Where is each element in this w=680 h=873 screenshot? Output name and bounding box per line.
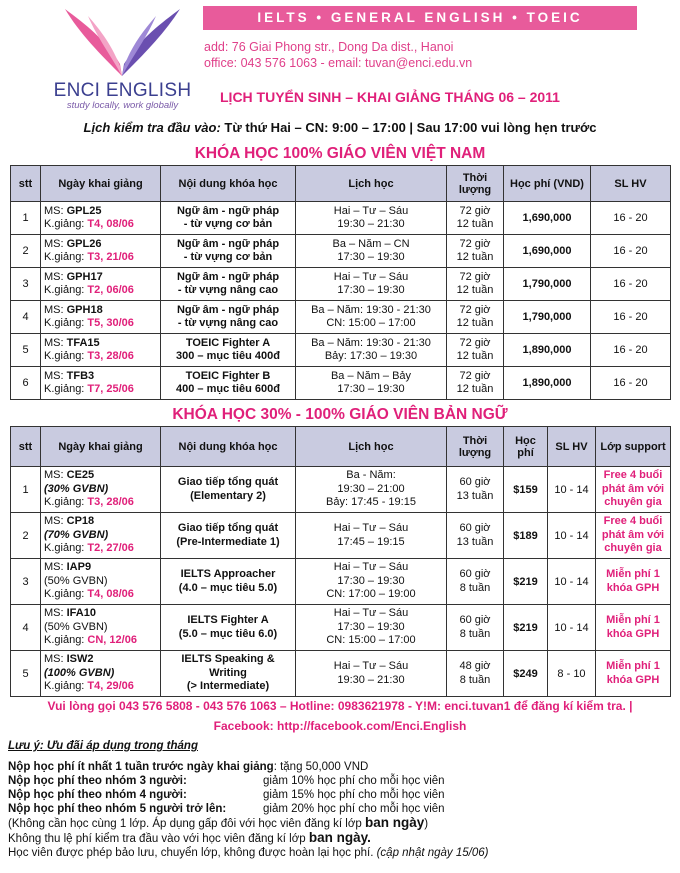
start-date: T7, 25/06 <box>87 383 134 395</box>
start-date-cell <box>41 513 161 559</box>
duration-weeks: 8 tuần <box>459 581 491 594</box>
fee-cell: 1,690,000 <box>504 202 591 235</box>
duration-hours: 60 giờ <box>459 476 491 488</box>
schedule-line: Hai – Tư – Sáu <box>333 204 409 217</box>
start-date: CN, 12/06 <box>87 634 137 647</box>
entrance-test-schedule <box>0 120 680 135</box>
duration-weeks: 12 tuần <box>456 383 494 395</box>
support-line: khóa GPH <box>606 673 660 686</box>
row-stt: 1 <box>11 467 41 513</box>
support-line: phát âm với <box>601 528 665 541</box>
note-test-fee: Không thu lệ phí kiểm tra đầu vào với học viên đăng kí lớp ban ngày. <box>8 830 371 845</box>
course-content <box>161 651 296 697</box>
ms-label: MS: <box>44 607 67 620</box>
content-line: (Pre-Intermediate 1) <box>176 535 280 548</box>
course-row <box>11 235 671 268</box>
duration-hours: 72 giờ <box>459 270 491 283</box>
schedule-cell <box>296 651 447 697</box>
support-line: chuyên gia <box>604 496 662 509</box>
students-cell: 16 - 20 <box>591 367 671 400</box>
duration-hours: 48 giờ <box>459 660 491 672</box>
course-content <box>161 513 296 559</box>
ms-label: MS: <box>44 653 67 666</box>
support-cell <box>596 559 671 605</box>
ms-label: MS: <box>44 237 67 250</box>
start-label: K.giảng: <box>44 350 88 362</box>
duration-hours: 72 giờ <box>459 303 491 316</box>
students-cell: 10 - 14 <box>548 467 596 513</box>
logo-name: ENCI ENGLISH <box>53 80 192 101</box>
fee-cell: $189 <box>504 513 548 559</box>
contact-line: Vui lòng gọi 043 576 5808 - 043 576 1063 – Hotline: 0983621978 - Y!M: enci.tuvan1 để đăng kí kiểm tra. | <box>47 699 633 713</box>
duration-weeks: 12 tuần <box>456 350 494 362</box>
duration-weeks: 12 tuần <box>456 251 494 263</box>
duration-cell <box>447 367 504 400</box>
support-line: Miễn phí 1 <box>606 614 660 626</box>
schedule-line: Bảy: 17:30 – 19:30 <box>324 350 418 362</box>
row-stt: 5 <box>11 334 41 367</box>
course-code: GPL25 <box>66 204 102 217</box>
content-line: IELTS Fighter A <box>187 614 269 626</box>
header-students: SL HV <box>591 166 671 202</box>
students-cell: 16 - 20 <box>591 202 671 235</box>
support-line: Free 4 buổi <box>603 469 663 482</box>
teacher-ratio: (70% GVBN) <box>44 528 109 541</box>
teacher-ratio: (50% GVBN) <box>44 620 108 633</box>
start-label: K.giảng: <box>44 588 88 601</box>
duration-cell <box>447 202 504 235</box>
row-stt: 3 <box>11 559 41 605</box>
start-label: K.giảng: <box>44 680 88 693</box>
start-label: K.giảng: <box>44 317 88 329</box>
start-label: K.giảng: <box>44 218 88 230</box>
start-date-cell <box>41 202 161 235</box>
fee-cell: 1,890,000 <box>504 367 591 400</box>
notes-title: Lưu ý: Ưu đãi áp dụng trong tháng <box>8 740 198 752</box>
ms-label: MS: <box>44 303 67 316</box>
note-value: giảm 10% học phí cho mỗi học viên <box>263 775 445 787</box>
content-line: TOEIC Fighter B <box>185 369 271 382</box>
duration-cell <box>447 651 504 697</box>
butterfly-logo-icon <box>60 4 185 80</box>
duration-hours: 60 giờ <box>459 614 491 626</box>
teacher-ratio: (30% GVBN) <box>44 482 109 495</box>
course-code: CP18 <box>66 515 95 528</box>
course-row <box>11 651 671 697</box>
course-content <box>161 202 296 235</box>
start-date-cell <box>41 268 161 301</box>
course-code: TFA15 <box>66 336 100 349</box>
row-stt: 4 <box>11 605 41 651</box>
duration-weeks: 12 tuần <box>456 284 494 296</box>
content-line: Ngữ âm - ngữ pháp <box>176 204 280 217</box>
content-line: IELTS Speaking & <box>181 653 275 666</box>
note-value: : tặng 50,000 VND <box>273 761 369 773</box>
students-cell: 10 - 14 <box>548 605 596 651</box>
header-content: Nội dung khóa học <box>161 427 296 467</box>
duration-cell <box>447 467 504 513</box>
start-date-cell <box>41 651 161 697</box>
support-line: Free 4 buổi <box>603 515 663 528</box>
support-line: khóa GPH <box>606 627 660 640</box>
support-cell <box>596 513 671 559</box>
schedule-line: 19:30 – 21:00 <box>337 482 405 495</box>
notes-section <box>8 740 668 860</box>
content-line: (4.0 – mục tiêu 5.0) <box>178 581 278 594</box>
schedule-line: 17:45 – 19:15 <box>337 535 405 548</box>
header-fee: Học phí <box>504 427 548 467</box>
vietnamese-teacher-table <box>10 165 671 400</box>
note-value: giảm 20% học phí cho mỗi học viên <box>263 803 445 815</box>
content-line: (5.0 – mục tiêu 6.0) <box>178 627 278 640</box>
schedule-line: CN: 17:00 – 19:00 <box>326 588 416 601</box>
content-line: - từ vựng cơ bản <box>183 218 273 230</box>
content-line: 400 – mục tiêu 600đ <box>176 383 280 395</box>
start-date-cell <box>41 467 161 513</box>
start-date: T3, 28/06 <box>87 496 134 509</box>
content-line: - từ vựng nâng cao <box>177 317 279 329</box>
fee-cell: 1,790,000 <box>504 301 591 334</box>
row-stt: 6 <box>11 367 41 400</box>
schedule-line: Ba – Năm: 19:30 - 21:30 <box>311 303 431 316</box>
schedule-line: 17:30 – 19:30 <box>337 251 405 263</box>
page-title: LỊCH TUYỂN SINH – KHAI GIẢNG THÁNG 06 – 2011 <box>220 89 560 105</box>
start-label: K.giảng: <box>44 496 88 509</box>
ms-label: MS: <box>44 561 67 574</box>
course-content <box>161 334 296 367</box>
start-date-cell <box>41 301 161 334</box>
duration-cell <box>447 559 504 605</box>
start-date-cell <box>41 334 161 367</box>
schedule-line: Ba – Năm – Bảy <box>330 369 412 382</box>
duration-hours: 72 giờ <box>459 237 491 250</box>
content-line: Ngữ âm - ngữ pháp <box>176 270 280 283</box>
header-fee: Học phí (VND) <box>504 166 591 202</box>
schedule-line: Hai – Tư – Sáu <box>333 660 409 672</box>
course-content <box>161 367 296 400</box>
students-cell: 10 - 14 <box>548 513 596 559</box>
course-content <box>161 467 296 513</box>
schedule-line: 17:30 – 19:30 <box>337 284 405 296</box>
header-content: Nội dung khóa học <box>161 166 296 202</box>
course-row <box>11 367 671 400</box>
schedule-line: Hai – Tư – Sáu <box>333 561 409 574</box>
course-code: GPH17 <box>66 270 103 283</box>
course-code: CE25 <box>66 469 95 482</box>
course-banner: IELTS • GENERAL ENGLISH • TOEIC <box>203 6 637 30</box>
section2-title: KHÓA HỌC 30% - 100% GIÁO VIÊN BẢN NGỮ <box>172 406 508 423</box>
header-duration: Thời lượng <box>447 166 504 202</box>
header-stt: stt <box>11 166 41 202</box>
support-line: khóa GPH <box>606 581 660 594</box>
support-line: Miễn phí 1 <box>606 568 660 580</box>
ms-label: MS: <box>44 270 67 283</box>
note-label: Nộp học phí ít nhất 1 tuần trước ngày khai giảng <box>8 761 274 773</box>
students-cell: 10 - 14 <box>548 559 596 605</box>
schedule-cell <box>296 235 447 268</box>
schedule-line: 19:30 – 21:30 <box>337 218 405 230</box>
duration-cell <box>447 268 504 301</box>
note-item: Nộp học phí theo nhóm 4 người: giảm 15% học phí cho mỗi học viên <box>8 789 445 801</box>
start-date-cell <box>41 605 161 651</box>
duration-cell <box>447 605 504 651</box>
course-row <box>11 268 671 301</box>
support-cell <box>596 651 671 697</box>
duration-hours: 60 giờ <box>459 568 491 580</box>
note-label: Nộp học phí theo nhóm 5 người trở lên <box>8 803 223 815</box>
course-content <box>161 235 296 268</box>
duration-cell <box>447 301 504 334</box>
note-group-info: (Không cần học cùng 1 lớp. Áp dụng gấp đôi với học viên đăng kí lớp ban ngày) <box>8 815 429 830</box>
content-line: (> Intermediate) <box>186 680 270 693</box>
duration-cell <box>447 334 504 367</box>
students-cell: 16 - 20 <box>591 334 671 367</box>
header-duration: Thời lượng <box>447 427 504 467</box>
content-line: - từ vựng cơ bản <box>183 251 273 263</box>
header-schedule: Lịch học <box>296 427 447 467</box>
schedule-cell <box>296 301 447 334</box>
table-header-row <box>11 166 671 202</box>
ms-label: MS: <box>44 369 67 382</box>
header-start-date: Ngày khai giảng <box>41 166 161 202</box>
header-stt: stt <box>11 427 41 467</box>
duration-weeks: 12 tuần <box>456 218 494 230</box>
schedule-cell <box>296 559 447 605</box>
row-stt: 2 <box>11 513 41 559</box>
fee-cell: $219 <box>504 605 548 651</box>
support-line: Miễn phí 1 <box>606 660 660 672</box>
header-schedule: Lịch học <box>296 166 447 202</box>
content-line: Ngữ âm - ngữ pháp <box>176 237 280 250</box>
entrance-test-label: Lịch kiểm tra đầu vào: <box>83 120 221 135</box>
ms-label: MS: <box>44 336 67 349</box>
content-line: - từ vựng nâng cao <box>177 284 279 296</box>
fee-cell: 1,690,000 <box>504 235 591 268</box>
content-line: Writing <box>209 666 247 679</box>
start-date: T3, 21/06 <box>87 251 134 263</box>
duration-cell <box>447 235 504 268</box>
duration-hours: 72 giờ <box>459 204 491 217</box>
start-label: K.giảng: <box>44 634 88 647</box>
note-label: Nộp học phí theo nhóm 3 người <box>8 775 183 787</box>
support-line: chuyên gia <box>604 542 662 555</box>
duration-weeks: 13 tuần <box>456 489 494 502</box>
course-content <box>161 301 296 334</box>
start-date-cell <box>41 367 161 400</box>
content-line: TOEIC Fighter A <box>185 336 271 349</box>
note-item <box>8 760 668 774</box>
start-date: T4, 29/06 <box>87 680 134 693</box>
ms-label: MS: <box>44 515 67 528</box>
schedule-cell <box>296 513 447 559</box>
course-row <box>11 605 671 651</box>
ms-label: MS: <box>44 469 67 482</box>
course-code: GPL26 <box>66 237 102 250</box>
fee-cell: 1,890,000 <box>504 334 591 367</box>
course-row <box>11 513 671 559</box>
address: add: 76 Giai Phong str., Dong Da dist., Hanoi <box>204 40 454 54</box>
start-label: K.giảng: <box>44 383 88 395</box>
duration-hours: 60 giờ <box>459 522 491 534</box>
course-row <box>11 301 671 334</box>
content-line: Giao tiếp tổng quát <box>177 522 279 534</box>
schedule-line: Ba – Năm: 19:30 - 21:30 <box>311 336 431 349</box>
duration-cell <box>447 513 504 559</box>
duration-weeks: 8 tuần <box>459 627 491 640</box>
start-label: K.giảng: <box>44 542 88 555</box>
course-content <box>161 605 296 651</box>
duration-weeks: 12 tuần <box>456 317 494 329</box>
students-cell: 16 - 20 <box>591 268 671 301</box>
start-date: T4, 08/06 <box>87 588 134 601</box>
schedule-line: 17:30 – 19:30 <box>337 383 405 395</box>
start-date: T3, 28/06 <box>87 350 134 362</box>
schedule-line: 17:30 – 19:30 <box>337 574 405 587</box>
course-code: ISW2 <box>66 653 94 666</box>
schedule-line: CN: 15:00 – 17:00 <box>326 634 416 647</box>
course-row <box>11 334 671 367</box>
content-line: 300 – mục tiêu 400đ <box>176 350 280 362</box>
section1-title: KHÓA HỌC 100% GIÁO VIÊN VIỆT NAM <box>194 145 486 162</box>
schedule-cell <box>296 367 447 400</box>
facebook-link[interactable]: Facebook: http://facebook.com/Enci.English <box>213 719 467 733</box>
schedule-line: Hai – Tư – Sáu <box>333 607 409 620</box>
support-cell <box>596 605 671 651</box>
teacher-ratio: (100% GVBN) <box>44 666 115 679</box>
logo-tagline: study locally, work globally <box>66 100 179 111</box>
schedule-cell <box>296 605 447 651</box>
schedule-cell <box>296 334 447 367</box>
start-label: K.giảng: <box>44 284 88 296</box>
schedule-line: 19:30 – 21:30 <box>337 673 405 686</box>
course-code: GPH18 <box>66 303 103 316</box>
office-contact: office: 043 576 1063 - email: tuvan@enci.edu.vn <box>204 56 473 70</box>
schedule-line: Hai – Tư – Sáu <box>333 270 409 283</box>
header-start-date: Ngày khai giảng <box>41 427 161 467</box>
schedule-line: CN: 15:00 – 17:00 <box>326 317 416 329</box>
course-row <box>11 559 671 605</box>
schedule-cell <box>296 467 447 513</box>
course-content <box>161 268 296 301</box>
course-content <box>161 559 296 605</box>
students-cell: 8 - 10 <box>548 651 596 697</box>
row-stt: 4 <box>11 301 41 334</box>
row-stt: 2 <box>11 235 41 268</box>
duration-weeks: 8 tuần <box>459 673 491 686</box>
support-line: phát âm với <box>601 482 665 495</box>
start-date: T4, 08/06 <box>87 218 134 230</box>
ms-label: MS: <box>44 204 67 217</box>
header-support: Lớp support <box>596 427 671 467</box>
schedule-line: Bảy: 17:45 - 19:15 <box>326 496 416 509</box>
start-date-cell <box>41 235 161 268</box>
entrance-test-text: Từ thứ Hai – CN: 9:00 – 17:00 | Sau 17:00 vui lòng hẹn trước <box>220 120 597 135</box>
start-date: T5, 30/06 <box>87 317 134 329</box>
schedule-line: Hai – Tư – Sáu <box>333 522 409 534</box>
schedule-line: 17:30 – 19:30 <box>337 620 405 633</box>
start-date: T2, 06/06 <box>87 284 134 296</box>
note-value: giảm 15% học phí cho mỗi học viên <box>263 789 445 801</box>
note-label: Nộp học phí theo nhóm 4 người <box>8 789 183 801</box>
fee-cell: 1,790,000 <box>504 268 591 301</box>
start-date-cell <box>41 559 161 605</box>
header-students: SL HV <box>548 427 596 467</box>
content-line: IELTS Approacher <box>180 568 276 580</box>
course-row <box>11 202 671 235</box>
content-line: Giao tiếp tổng quát <box>177 476 279 488</box>
schedule-line: Ba – Năm – CN <box>332 237 410 250</box>
note-item: Nộp học phí theo nhóm 3 người: giảm 10% học phí cho mỗi học viên <box>8 775 445 787</box>
row-stt: 5 <box>11 651 41 697</box>
fee-cell: $219 <box>504 559 548 605</box>
row-stt: 1 <box>11 202 41 235</box>
note-reserve: Học viên được phép bảo lưu, chuyển lớp, không được hoàn lại học phí. (cập nhật ngày 15/06) <box>8 847 489 859</box>
course-row <box>11 467 671 513</box>
fee-cell: $249 <box>504 651 548 697</box>
duration-weeks: 13 tuần <box>456 535 494 548</box>
start-date: T2, 27/06 <box>87 542 134 555</box>
duration-hours: 72 giờ <box>459 336 491 349</box>
start-label: K.giảng: <box>44 251 88 263</box>
content-line: Ngữ âm - ngữ pháp <box>176 303 280 316</box>
schedule-line: Ba - Năm: <box>346 469 396 482</box>
course-code: IAP9 <box>66 561 92 574</box>
row-stt: 3 <box>11 268 41 301</box>
students-cell: 16 - 20 <box>591 301 671 334</box>
teacher-ratio: (50% GVBN) <box>44 574 108 587</box>
students-cell: 16 - 20 <box>591 235 671 268</box>
table-header-row <box>11 427 671 467</box>
course-code: TFB3 <box>66 369 95 382</box>
note-item: Nộp học phí theo nhóm 5 người trở lên: giảm 20% học phí cho mỗi học viên <box>8 803 445 815</box>
duration-hours: 72 giờ <box>459 369 491 382</box>
content-line: (Elementary 2) <box>190 489 266 502</box>
course-code: IFA10 <box>66 607 96 620</box>
native-teacher-table <box>10 426 671 697</box>
fee-cell: $159 <box>504 467 548 513</box>
schedule-cell <box>296 202 447 235</box>
enci-logo <box>50 4 195 112</box>
support-cell <box>596 467 671 513</box>
schedule-cell <box>296 268 447 301</box>
